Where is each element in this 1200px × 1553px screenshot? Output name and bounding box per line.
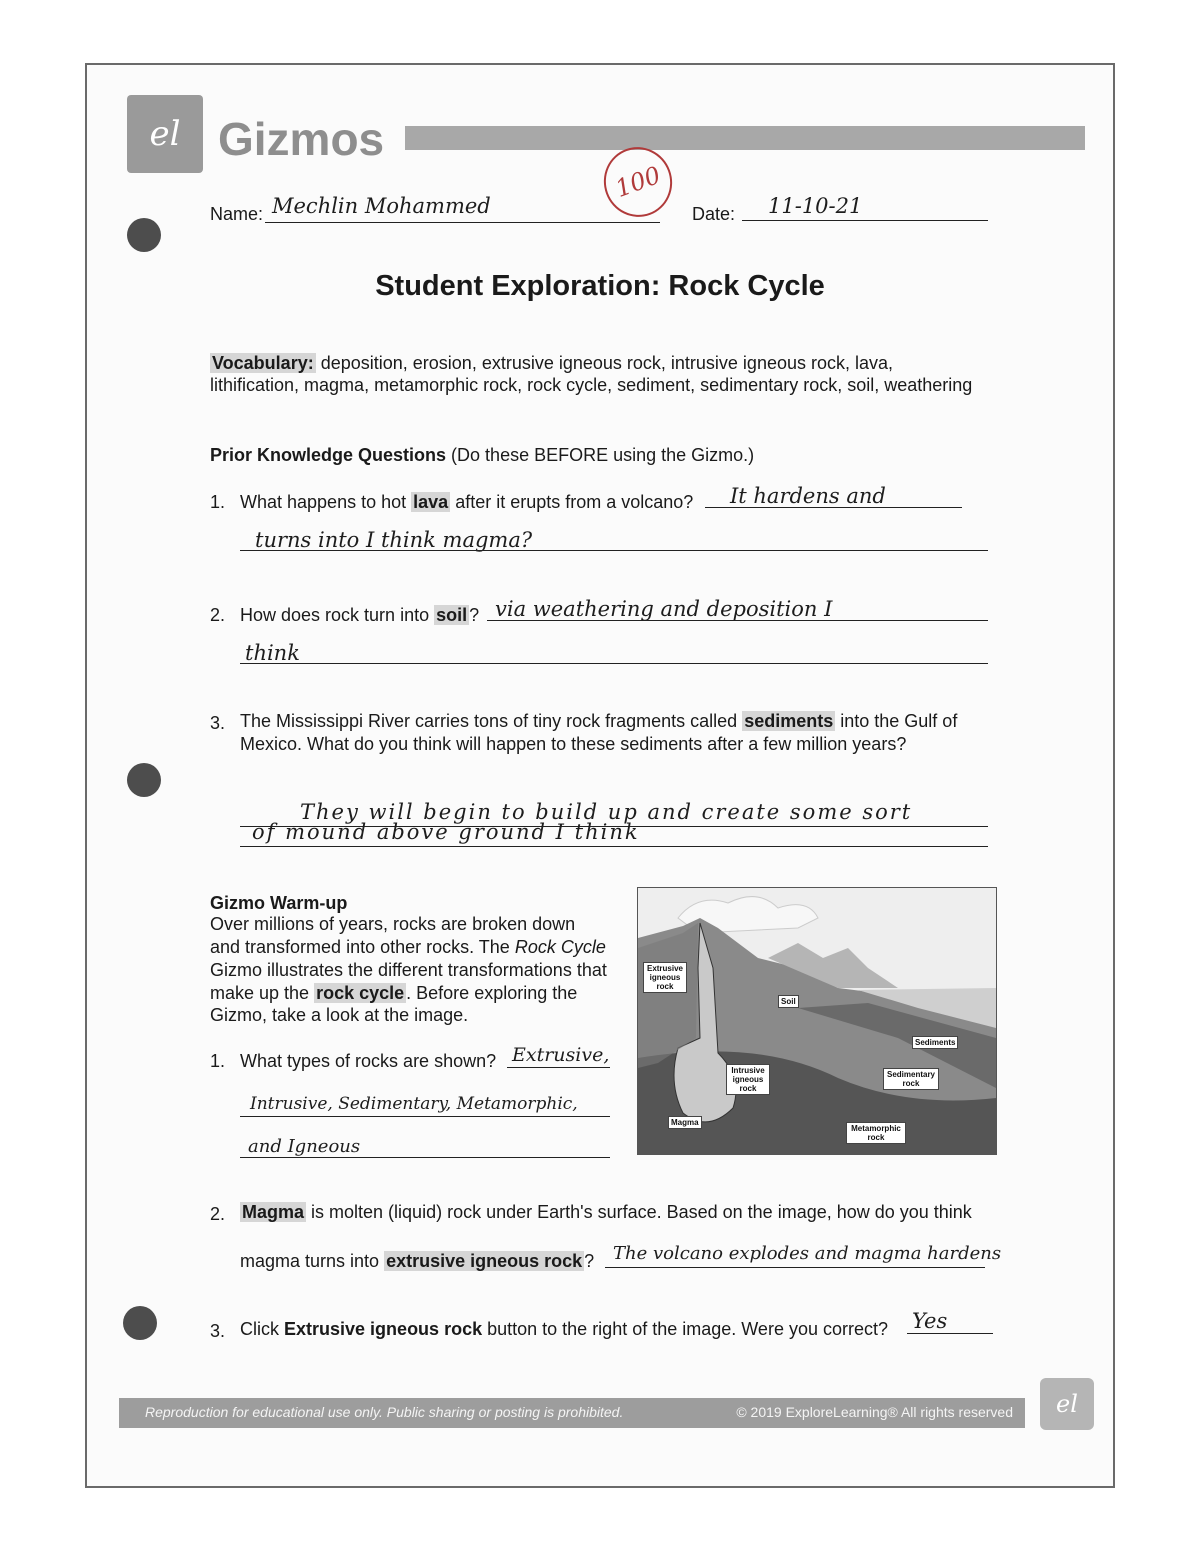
answer-line [487, 620, 988, 621]
rock-cycle-illustration [638, 888, 996, 1154]
vocabulary [210, 352, 893, 375]
vocabulary-label: Vocabulary: [212, 353, 314, 373]
label-intrusive-igneous-rock: Intrusive igneous rock [726, 1064, 770, 1095]
prior-q1-answer-line2[interactable]: turns into I think magma? [255, 528, 533, 552]
binder-hole-top [127, 218, 161, 252]
warmup-q3-text: Click Extrusive igneous rock button to the right of the image. Were you correct? [240, 1319, 888, 1339]
footer-notice: Reproduction for educational use only. Public sharing or posting is prohibited. [145, 1404, 624, 1420]
label-sedimentary-rock: Sedimentary rock [883, 1068, 939, 1090]
prior-q1-answer-line1[interactable]: It hardens and [730, 484, 886, 508]
label-magma: Magma [668, 1116, 702, 1129]
prior-q3-text-line2: Mexico. What do you think will happen to these sediments after a few million years? [240, 734, 907, 754]
binder-hole-bottom [123, 1306, 157, 1340]
page-title: Student Exploration: Rock Cycle [375, 270, 825, 302]
term-lava: lava [413, 492, 449, 512]
warmup-q1-answer-line3[interactable]: and Igneous [248, 1136, 361, 1157]
prior-heading-text: Prior Knowledge Questions [210, 445, 447, 465]
term-extrusive-igneous-rock: extrusive igneous rock [386, 1251, 583, 1271]
answer-line [605, 1267, 985, 1268]
explorelearning-logo-small: el [1040, 1378, 1094, 1430]
warmup-q2-text-line2: magma turns into extrusive igneous rock ? [240, 1251, 595, 1271]
prior-q2-answer-line2[interactable]: think [245, 641, 300, 665]
prior-q2-answer-line1[interactable]: via weathering and deposition I [495, 597, 833, 621]
warmup-q1-number: 1. [210, 1051, 226, 1071]
answer-line [705, 507, 962, 508]
header-bar [405, 126, 1085, 150]
warmup-line1: Over millions of years, rocks are broken down [210, 914, 576, 934]
warmup-line3: Gizmo illustrates the different transformations that [210, 960, 607, 980]
warmup-line5: Gizmo, take a look at the image. [210, 1005, 469, 1025]
prior-q1-text: What happens to hot lava after it erupts from a volcano? [240, 492, 694, 512]
footer-bar [119, 1398, 1025, 1428]
warmup-q1-answer-line1[interactable]: Extrusive, [512, 1044, 610, 1066]
warmup-q1-text: What types of rocks are shown? [240, 1051, 497, 1071]
warmup-line2: and transformed into other rocks. The Rock Cycle [210, 937, 606, 957]
warmup-q1-answer-line2[interactable]: Intrusive, Sedimentary, Metamorphic, [250, 1094, 578, 1114]
grade-mark: 100 [594, 137, 682, 226]
brand-title: Gizmos [218, 113, 385, 165]
footer-copyright: © 2019 ExploreLearning® All rights reserved [736, 1404, 1013, 1420]
prior-q1-number: 1. [210, 492, 226, 512]
prior-knowledge-heading [210, 444, 754, 467]
answer-line [507, 1067, 610, 1068]
prior-q2-text: How does rock turn into soil ? [240, 605, 480, 625]
answer-line [240, 1157, 610, 1158]
term-sediments: sediments [744, 711, 834, 731]
warmup-q3-answer[interactable]: Yes [912, 1309, 948, 1333]
date-line [742, 220, 988, 221]
answer-line [907, 1333, 993, 1334]
label-soil: Soil [778, 995, 799, 1008]
term-rock-cycle: rock cycle [316, 983, 405, 1003]
extrusive-igneous-rock-button-ref: Extrusive igneous rock [284, 1319, 483, 1339]
date-label: Date: [692, 204, 736, 224]
name-value[interactable]: Mechlin Mohammed [272, 194, 491, 218]
name-label: Name: [210, 204, 264, 224]
answer-line [240, 663, 988, 664]
prior-q3-text-line1: The Mississippi River carries tons of tiny rock fragments called sediments into the Gulf of [240, 711, 958, 731]
prior-q3-answer-line2[interactable]: of mound above ground I think [252, 820, 640, 844]
answer-line [240, 550, 988, 551]
warmup-q3-number: 3. [210, 1321, 226, 1341]
label-extrusive-igneous-rock: Extrusive igneous rock [643, 962, 687, 993]
answer-line [240, 846, 988, 847]
term-soil: soil [436, 605, 468, 625]
term-magma: Magma [242, 1202, 305, 1222]
label-metamorphic-rock: Metamorphic rock [846, 1122, 906, 1144]
gizmo-name: Rock Cycle [514, 937, 606, 957]
date-value[interactable]: 11-10-21 [768, 194, 863, 218]
warmup-line4: make up the rock cycle . Before exploring the [210, 983, 578, 1003]
vocabulary-line2: lithification, magma, metamorphic rock, rock cycle, sediment, sedimentary rock, soil, weathering [210, 375, 973, 395]
rock-cycle-diagram [637, 887, 997, 1155]
warmup-q2-text: Magma is molten (liquid) rock under Earth's surface. Based on the image, how do you think [242, 1202, 972, 1222]
binder-hole-middle [127, 763, 161, 797]
warmup-heading: Gizmo Warm-up [210, 893, 348, 913]
prior-q2-number: 2. [210, 605, 226, 625]
answer-line [240, 1116, 610, 1117]
warmup-q2-number: 2. [210, 1204, 226, 1224]
prior-q3-answer-line1[interactable]: They will begin to build up and create some sort [300, 800, 913, 824]
name-line [265, 222, 660, 223]
prior-q3-number: 3. [210, 713, 226, 733]
explorelearning-logo: el [127, 95, 203, 173]
warmup-q2-answer[interactable]: The volcano explodes and magma hardens [613, 1243, 1002, 1264]
vocabulary-line1: deposition, erosion, extrusive igneous rock, intrusive igneous rock, lava, [320, 353, 894, 373]
prior-note: (Do these BEFORE using the Gizmo.) [451, 445, 755, 465]
label-sediments: Sediments [912, 1036, 958, 1049]
